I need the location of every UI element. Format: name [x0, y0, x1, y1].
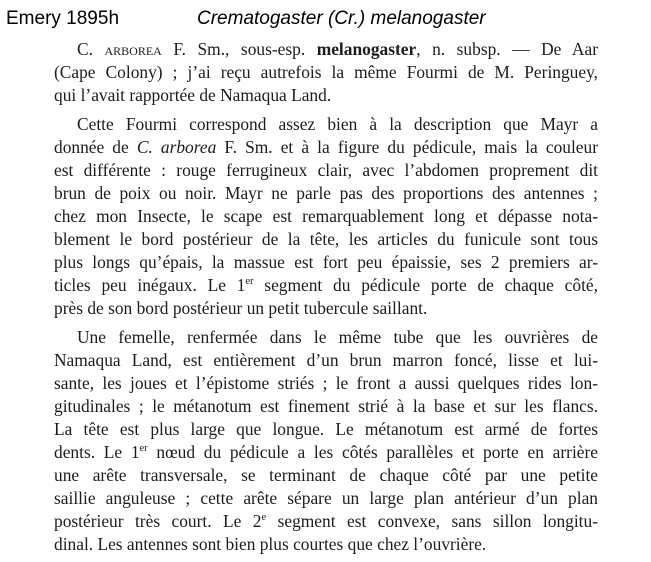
text-line: [54, 418, 598, 441]
text-line: [54, 464, 598, 487]
text-segment: Namaqua Land, est entièrement d’un brun marron foncé, lisse et lui-: [54, 350, 598, 370]
text-segment: une arête transversale, se terminant de chaque côté par une petite: [54, 465, 598, 485]
text-segment: La tête est plus large que longue. Le métanotum est armé de fortes: [54, 419, 598, 439]
text-line: [54, 326, 598, 349]
text-segment: ticles peu inégaux. Le 1: [54, 275, 246, 295]
text-segment: chez mon Insecte, le scape est remarquablement long et dépasse nota-: [54, 206, 598, 226]
text-segment: dents. Le 1: [54, 442, 140, 462]
text-line: [54, 251, 598, 274]
species-title: Crematogaster (Cr.) melanogaster: [197, 8, 486, 29]
text-line: [54, 395, 598, 418]
text-segment: e: [261, 512, 267, 524]
paragraph: [54, 326, 598, 556]
text-segment: donnée de: [54, 137, 137, 157]
text-segment: près de son bord postérieur un petit tubercule saillant.: [54, 298, 428, 318]
text-segment: est différente : rouge ferrugineux clair, avec l’abdomen proprement dit: [54, 160, 598, 180]
text-segment: (Cape Colony) ; j’ai reçu autrefois la même Fourmi de M. Peringuey,: [54, 62, 598, 82]
text-segment: brun de poix ou noir. Mayr ne parle pas des proportions des antennes ;: [54, 183, 598, 203]
text-segment: er: [139, 443, 148, 455]
document-body: [54, 38, 598, 562]
text-line: [54, 113, 598, 136]
text-segment: C.: [77, 39, 105, 59]
paragraph: [54, 113, 598, 320]
text-line: [54, 349, 598, 372]
paragraph: [54, 38, 598, 107]
text-line: [54, 372, 598, 395]
text-line: [54, 205, 598, 228]
text-segment: postérieur très court. Le 2: [54, 511, 262, 531]
text-segment: nœud du pédicule a les côtés parallèles et porte en arrière: [147, 442, 598, 462]
page-header: [0, 4, 651, 34]
text-segment: Une femelle, renfermée dans le même tube que les ouvrières de: [77, 327, 598, 347]
text-line: [54, 487, 598, 510]
text-segment: F. Sm., sous-esp.: [161, 39, 317, 59]
text-line: [54, 510, 598, 533]
text-line: [54, 182, 598, 205]
text-segment: C. arborea: [136, 137, 217, 157]
text-line: [54, 61, 598, 84]
text-line: [54, 228, 598, 251]
text-segment: gitudinales ; le métanotum est finement strié à la base et sur les flancs.: [54, 396, 598, 416]
text-segment: arborea: [104, 39, 162, 59]
text-line: [54, 84, 598, 107]
text-segment: F. Sm. et à la figure du pédicule, mais la couleur: [216, 137, 598, 157]
text-segment: , n. subsp. — De Aar: [416, 39, 598, 59]
text-segment: segment du pédicule porte de chaque côté,: [253, 275, 598, 295]
text-segment: segment est convexe, sans sillon longitu-: [266, 511, 598, 531]
text-line: [54, 533, 598, 556]
text-segment: saillie anguleuse ; cette arête sépare un large plan antérieur d’un plan: [54, 488, 598, 508]
text-line: [54, 38, 598, 61]
text-segment: qui l’avait rapportée de Namaqua Land.: [54, 85, 332, 105]
text-segment: blement le bord postérieur de la tête, les articles du funicule sont tous: [54, 229, 598, 249]
text-line: [54, 274, 598, 297]
text-segment: melanogaster: [316, 39, 417, 59]
text-line: [54, 159, 598, 182]
text-segment: sante, les joues et l’épistome striés ; le front a aussi quelques rides lon-: [54, 373, 598, 393]
text-segment: plus longs qu’épais, la massue est fort peu épaissie, ses 2 premiers ar-: [54, 252, 598, 272]
text-line: [54, 136, 598, 159]
text-segment: er: [245, 276, 254, 288]
text-segment: dinal. Les antennes sont bien plus courtes que chez l’ouvrière.: [54, 534, 487, 554]
text-line: [54, 297, 598, 320]
author-citation: Emery 1895h: [6, 8, 120, 29]
text-segment: Cette Fourmi correspond assez bien à la description que Mayr a: [77, 114, 598, 134]
text-line: [54, 441, 598, 464]
